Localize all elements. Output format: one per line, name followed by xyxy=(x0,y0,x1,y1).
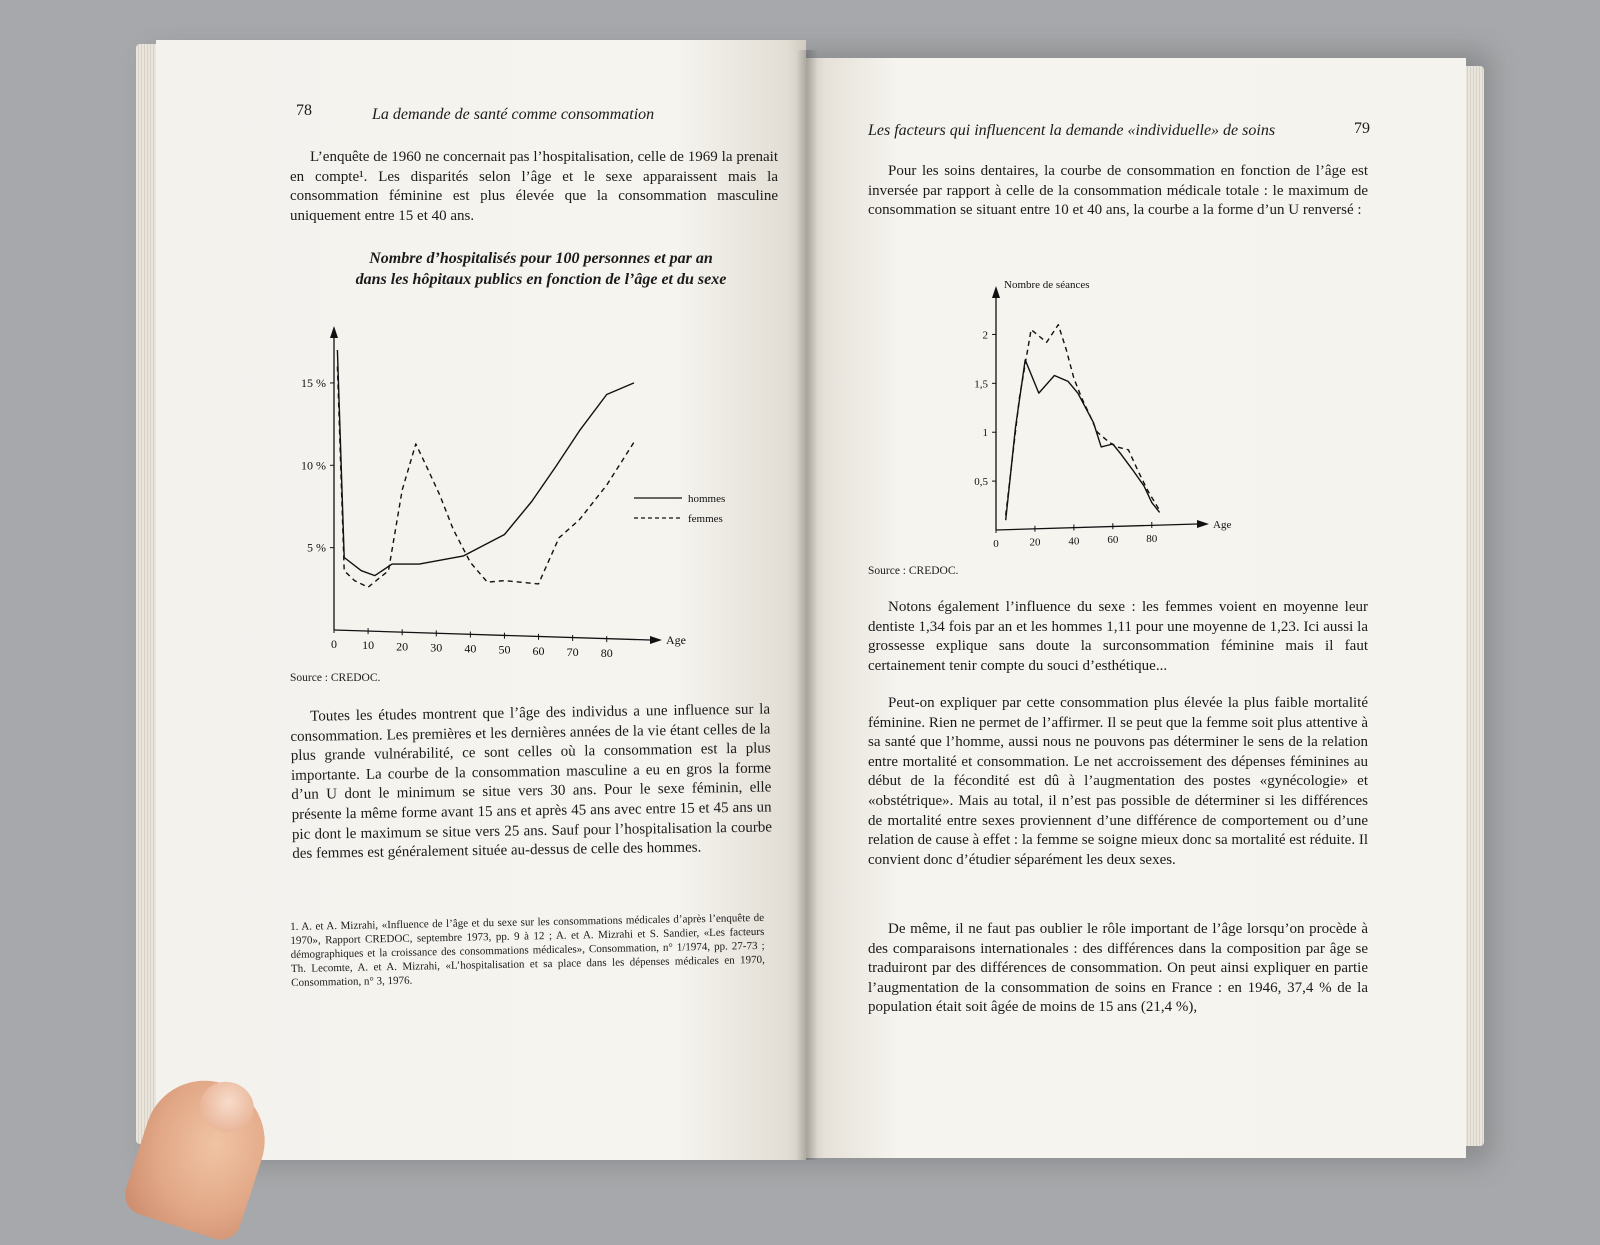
x-tick-label: 60 xyxy=(532,643,545,658)
x-tick-label: 20 xyxy=(1029,536,1041,549)
x-tick-label: 60 xyxy=(1107,534,1119,547)
left-page xyxy=(156,40,806,1160)
x-tick-label: 0 xyxy=(331,637,337,651)
right-chart xyxy=(916,268,1246,558)
left-chart-title-line2: dans les hôpitaux publics en fonction de l’âge et du sexe xyxy=(355,271,727,288)
right-paragraph-3: De même, il ne faut pas oublier le rôle important de l’âge lorsqu’on procède à des comparaisons internationales : des différences dans la composition par âge se traduiront par des différences de consommation. On peut ainsi expliquer en partie l’augmentation de la consommation de soins en France : en 1946, 37,4 % de la population était soit âgée de moins de 15 ans (21,4 %), xyxy=(868,921,1368,1016)
y-tick-label: 5 % xyxy=(307,540,326,555)
x-axis-arrow xyxy=(1197,520,1209,528)
y-tick-label: 0,5 xyxy=(974,476,988,489)
y-axis-arrow xyxy=(330,326,338,338)
x-axis-arrow xyxy=(650,636,662,644)
left-footnote: 1. A. et A. Mizrahi, «Influence de l’âge et du sexe sur les consommations médicales d’après l’enquête de 1970», Rapport CREDOC, septembre 1973, pp. 9 à 12 ; A. et A. Mizrahi et S. Sandier, «Les facteurs démographiques et la croissance des consommations médicales», Consommation, n° 1/1974, pp. 27-73 ; Th. Lecomte, A. et A. Mizrahi, «L’hospitalisation et sa place dans les dépenses médicales en 1970, Consommation, n° 3, 1976. xyxy=(290,911,765,989)
x-tick-label: 40 xyxy=(1068,535,1080,548)
x-tick-label: 0 xyxy=(993,538,999,550)
y-tick-label: 10 % xyxy=(301,458,326,473)
x-tick-label: 20 xyxy=(396,639,409,654)
right-paragraph-2: Peut-on expliquer par cette consommation plus élevée la plus faible mortalité féminine. Rien ne permet de l’affirmer. Il se peut que la femme soit plus attentive à sa santé que l’homme, aussi nous ne pouvons pas déterminer le sens de la relation entre mortalité et consommation. Le net accroissement des dépenses féminines au début de la fécondité est dû à l’augmentation des postes «gynécologie» et «obstétrique». Mais au total, il n’est pas possible de déterminer si les différences de mortalité entre sexes proviennent d’une différence de comportement ou d’une relation de cause à effet : la femme se soigne mieux donc sa mortalité est réduite. Il convient donc d’étudier séparément les deux sexes. xyxy=(868,695,1368,868)
right-chart-source: Source : CREDOC. xyxy=(868,565,959,577)
book-gutter xyxy=(796,50,818,1160)
series-line-series-1 xyxy=(1006,360,1160,520)
left-page-number: 78 xyxy=(296,102,312,119)
x-axis xyxy=(996,524,1197,530)
left-chart-title xyxy=(306,248,776,290)
x-tick-label: 30 xyxy=(430,640,443,655)
series-line-hommes xyxy=(337,350,634,576)
x-axis xyxy=(334,630,650,640)
right-intro-paragraph: Pour les soins dentaires, la courbe de consommation en fonction de l’âge est inversée par rapport à celle de la consommation médicale totale : le maximum de consommation se situant entre 10 et 40 ans, la courbe a la forme d’un U renversé : xyxy=(868,163,1368,219)
right-running-header: Les facteurs qui influencent la demande «individuelle» de soins xyxy=(868,122,1276,139)
left-chart xyxy=(284,302,806,662)
right-paragraph-1: Notons également l’influence du sexe : les femmes voient en moyenne leur dentiste 1,34 fois par an et les hommes 1,11 pour une moyenne de 1,23. Ici aussi la grossesse explique sans doute la surconsommation féminine mais il faut certainement tenir compte du souci d’esthétique... xyxy=(868,599,1368,674)
left-running-header: La demande de santé comme consommation xyxy=(372,106,655,123)
left-chart-source: Source : CREDOC. xyxy=(290,672,381,684)
y-tick-label: 2 xyxy=(982,329,988,342)
series-line-series-2 xyxy=(1006,325,1160,516)
x-tick-label: 40 xyxy=(464,641,477,656)
series-line-femmes xyxy=(337,367,634,588)
x-axis-label: Age xyxy=(1213,519,1232,531)
x-tick-label: 80 xyxy=(600,646,613,661)
y-axis-label: Nombre de séances xyxy=(1004,279,1090,291)
left-chart-title-line1: Nombre d’hospitalisés pour 100 personnes et par an xyxy=(369,250,713,267)
legend-label-hommes: hommes xyxy=(688,493,726,505)
right-page xyxy=(806,58,1466,1158)
x-tick-label: 80 xyxy=(1146,532,1158,545)
x-tick-label: 10 xyxy=(362,638,375,653)
x-axis-label: Age xyxy=(666,633,686,647)
left-intro-paragraph: L’enquête de 1960 ne concernait pas l’hospitalisation, celle de 1969 la prenait en compte¹. Les disparités selon l’âge et le sexe apparaissent mais la consommation féminine est plus élevée que la consommation masculine uniquement entre 15 et 40 ans. xyxy=(290,149,778,224)
y-tick-label: 15 % xyxy=(301,375,326,390)
x-tick-label: 70 xyxy=(566,644,579,659)
legend-label-femmes: femmes xyxy=(688,513,723,525)
y-tick-label: 1,5 xyxy=(974,378,988,391)
y-tick-label: 1 xyxy=(982,427,988,440)
left-body-paragraph: Toutes les études montrent que l’âge des individus a une influence sur la consommation. Les premières et les dernières années de la vie étant celles de la plus grande vulnérabilité, ce sont celles où la consommation est la plus importante. La courbe de la consommation masculine a eu en gros la forme d’un U dont le minimum se situe vers 30 ans. Pour le sexe féminin, elle présente la même forme avant 15 ans et après 45 ans avec entre 15 et 45 ans un pic dont le maximum se situe vers 25 ans. Sauf pour l’hospitalisation la courbe des femmes est généralement située au-dessus de celle des hommes. xyxy=(290,701,773,863)
x-tick-label: 50 xyxy=(498,642,511,657)
right-page-number: 79 xyxy=(1354,120,1370,137)
y-axis-arrow xyxy=(992,286,1000,298)
